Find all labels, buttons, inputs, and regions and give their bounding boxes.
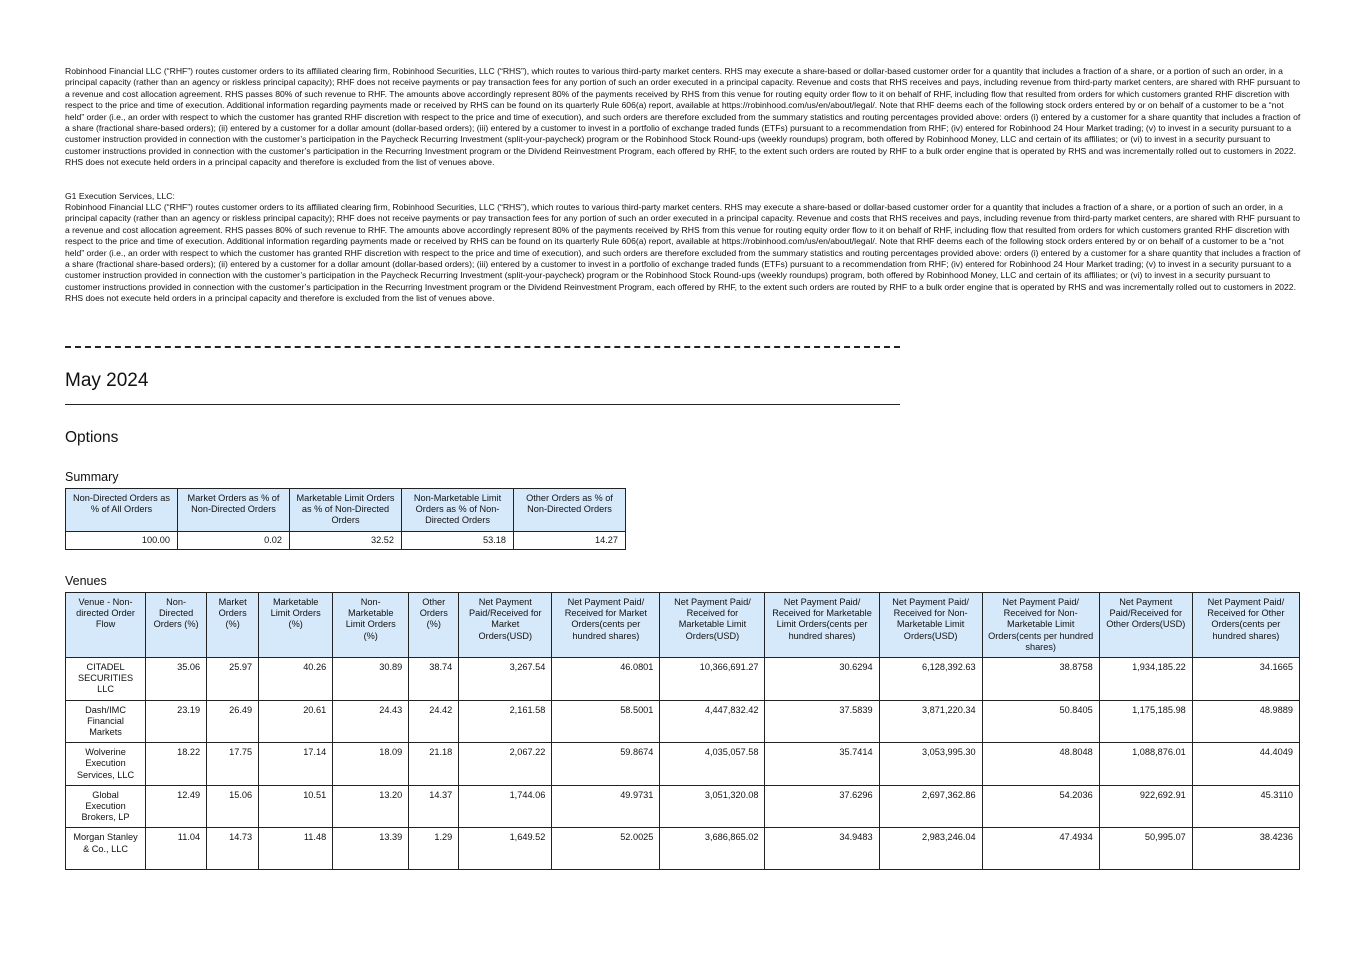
table-cell: 53.18 xyxy=(402,531,514,549)
table-cell: 24.42 xyxy=(409,700,459,743)
table-cell: 922,692.91 xyxy=(1099,785,1192,828)
table-cell: 14.73 xyxy=(207,828,259,870)
table-cell: 50.8405 xyxy=(982,700,1099,743)
column-header: Other Orders as % of Non-Directed Orders xyxy=(514,489,626,532)
table-cell: 10,366,691.27 xyxy=(660,658,765,701)
table-cell: 40.26 xyxy=(259,658,333,701)
table-cell: 35.06 xyxy=(146,658,207,701)
table-cell: 6,128,392.63 xyxy=(879,658,982,701)
table-cell: 37.6296 xyxy=(765,785,879,828)
table-cell: 3,051,320.08 xyxy=(660,785,765,828)
section-title: Options xyxy=(65,429,119,446)
venue-name-cell: CITADEL SECURITIES LLC xyxy=(66,658,146,701)
page-title: May 2024 xyxy=(65,370,149,391)
table-cell: 24.43 xyxy=(333,700,409,743)
table-cell: 32.52 xyxy=(290,531,402,549)
column-header: Marketable Limit Orders (%) xyxy=(259,593,333,658)
column-header: Venue - Non-directed Order Flow xyxy=(66,593,146,658)
table-cell: 100.00 xyxy=(66,531,178,549)
table-header-row xyxy=(66,593,1300,658)
table-cell: 1,934,185.22 xyxy=(1099,658,1192,701)
table-cell: 26.49 xyxy=(207,700,259,743)
table-cell: 58.5001 xyxy=(552,700,660,743)
dashed-divider xyxy=(65,346,900,348)
table-cell: 54.2036 xyxy=(982,785,1099,828)
table-cell: 4,035,057.58 xyxy=(660,743,765,786)
table-cell: 34.1665 xyxy=(1192,658,1299,701)
table-cell: 4,447,832.42 xyxy=(660,700,765,743)
table-cell: 38.74 xyxy=(409,658,459,701)
venue-name-cell: Global Execution Brokers, LP xyxy=(66,785,146,828)
table-cell: 20.61 xyxy=(259,700,333,743)
table-row xyxy=(66,658,1300,701)
table-cell: 3,686,865.02 xyxy=(660,828,765,870)
table-row xyxy=(66,828,1300,870)
column-header: Other Orders (%) xyxy=(409,593,459,658)
summary-table xyxy=(65,488,626,550)
disclosure-paragraph: Robinhood Financial LLC (“RHF”) routes customer orders to its affiliated clearing firm, Robinhood Securities, LLC (“RHS”), which routes to various third-party market centers. RHS may execute a share-based or dollar-based customer order for a quantity that includes a fraction of a share, or a portion of such an order, in a principal capacity (rather than an agency or riskless principal capacity); RHF does not receive payments or pay transaction fees for any portion of such an order executed in a principal capacity. Revenue and costs that RHS receives and pays, including revenue from third-party market centers, are shared with RHF pursuant to a revenue and cost allocation agreement. RHS passes 80% of such revenue to RHF. The amounts above accordingly represent 80% of the payments received by RHS from this venue for routing equity order flow to it on behalf of RHF, including flow that resulted from orders for which customers granted RHF discretion with respect to the price and time of execution. Additional information regarding payments made or received by RHS can be found on its quarterly Rule 606(a) report, available at https://robinhood.com/us/en/about/legal/. Note that RHF deems each of the following stock orders entered by or on behalf of a customer to be a “not held” order (i.e., an order with respect to which the customer has granted RHF discretion with respect to the price and time of execution), and such orders are therefore excluded from the summary statistics and routing percentages provided above: orders (i) entered by a customer for a share quantity that includes a fraction of a share (fractional share-based orders); (ii) entered by a customer for a dollar amount (dollar-based orders); (iii) entered by a customer to invest in a portfolio of exchange traded funds (ETFs) pursuant to a recommendation from RHF; (iv) entered for Robinhood 24 Hour Market trading; (v) to invest in a security pursuant to a customer instruction provided in connection with the customer’s participation in the Paycheck Recurring Investment (split-your-paycheck) program or the Robinhood Stock Round-ups (weekly roundups) program, both offered by Robinhood Money, LLC and certain of its affiliates; or (vi) to invest in a security pursuant to customer instructions provided in connection with the customer’s participation in the Recurring Investment program or the Dividend Reinvestment Program, each offered by RHF, to the extent such orders are routed by RHF to a bulk order engine that is operated by RHS and was incrementally rolled out to customers in 2022. RHS does not execute held orders in a principal capacity and therefore is excluded from the list of venues above. xyxy=(65,202,1301,304)
table-cell: 1,744.06 xyxy=(459,785,552,828)
table-cell: 0.02 xyxy=(178,531,290,549)
table-cell: 14.37 xyxy=(409,785,459,828)
table-cell: 2,983,246.04 xyxy=(879,828,982,870)
table-cell: 25.97 xyxy=(207,658,259,701)
table-cell: 30.89 xyxy=(333,658,409,701)
table-cell: 1.29 xyxy=(409,828,459,870)
table-cell: 18.22 xyxy=(146,743,207,786)
table-cell: 17.14 xyxy=(259,743,333,786)
column-header: Net Payment Paid/ Received for Market Orders(cents per hundred shares) xyxy=(552,593,660,658)
venue-heading: G1 Execution Services, LLC: xyxy=(65,191,175,201)
table-cell: 18.09 xyxy=(333,743,409,786)
column-header: Non-Directed Orders (%) xyxy=(146,593,207,658)
table-cell: 13.39 xyxy=(333,828,409,870)
column-header: Net Payment Paid/Received for Market Orders(USD) xyxy=(459,593,552,658)
table-row xyxy=(66,700,1300,743)
table-cell: 50,995.07 xyxy=(1099,828,1192,870)
table-cell: 14.27 xyxy=(514,531,626,549)
table-cell: 52.0025 xyxy=(552,828,660,870)
table-row xyxy=(66,785,1300,828)
table-cell: 1,088,876.01 xyxy=(1099,743,1192,786)
column-header: Net Payment Paid/ Received for Non-Marketable Limit Orders(cents per hundred shares) xyxy=(982,593,1099,658)
table-cell: 13.20 xyxy=(333,785,409,828)
column-header: Non-Directed Orders as % of All Orders xyxy=(66,489,178,532)
table-cell: 23.19 xyxy=(146,700,207,743)
table-cell: 48.9889 xyxy=(1192,700,1299,743)
table-cell: 2,697,362.86 xyxy=(879,785,982,828)
venues-table xyxy=(65,592,1300,870)
column-header: Net Payment Paid/ Received for Marketable Limit Orders(cents per hundred shares) xyxy=(765,593,879,658)
column-header: Net Payment Paid/ Received for Marketable Limit Orders(USD) xyxy=(660,593,765,658)
table-cell: 45.3110 xyxy=(1192,785,1299,828)
solid-divider xyxy=(65,404,900,405)
table-cell: 48.8048 xyxy=(982,743,1099,786)
venue-name-cell: Dash/IMC Financial Markets xyxy=(66,700,146,743)
table-cell: 38.8758 xyxy=(982,658,1099,701)
column-header: Market Orders (%) xyxy=(207,593,259,658)
table-cell: 15.06 xyxy=(207,785,259,828)
table-cell: 34.9483 xyxy=(765,828,879,870)
table-cell: 46.0801 xyxy=(552,658,660,701)
table-cell: 30.6294 xyxy=(765,658,879,701)
table-cell: 3,871,220.34 xyxy=(879,700,982,743)
table-cell: 3,053,995.30 xyxy=(879,743,982,786)
table-cell: 11.48 xyxy=(259,828,333,870)
table-cell: 12.49 xyxy=(146,785,207,828)
column-header: Marketable Limit Orders as % of Non-Directed Orders xyxy=(290,489,402,532)
table-cell: 10.51 xyxy=(259,785,333,828)
table-cell: 2,161.58 xyxy=(459,700,552,743)
column-header: Net Payment Paid/ Received for Non-Marketable Limit Orders(USD) xyxy=(879,593,982,658)
table-cell: 1,649.52 xyxy=(459,828,552,870)
table-cell: 44.4049 xyxy=(1192,743,1299,786)
column-header: Net Payment Paid/Received for Other Orders(USD) xyxy=(1099,593,1192,658)
table-row xyxy=(66,531,626,549)
table-cell: 17.75 xyxy=(207,743,259,786)
table-cell: 1,175,185.98 xyxy=(1099,700,1192,743)
disclosure-paragraph: Robinhood Financial LLC (“RHF”) routes customer orders to its affiliated clearing firm, Robinhood Securities, LLC (“RHS”), which routes to various third-party market centers. RHS may execute a share-based or dollar-based customer order for a quantity that includes a fraction of a share, or a portion of such an order, in a principal capacity (rather than an agency or riskless principal capacity); RHF does not receive payments or pay transaction fees for any portion of such an order executed in a principal capacity. Revenue and costs that RHS receives and pays, including revenue from third-party market centers, are shared with RHF pursuant to a revenue and cost allocation agreement. RHS passes 80% of such revenue to RHF. The amounts above accordingly represent 80% of the payments received by RHS from this venue for routing equity order flow to it on behalf of RHF, including flow that resulted from orders for which customers granted RHF discretion with respect to the price and time of execution. Additional information regarding payments made or received by RHS can be found on its quarterly Rule 606(a) report, available at https://robinhood.com/us/en/about/legal/. Note that RHF deems each of the following stock orders entered by or on behalf of a customer to be a “not held” order (i.e., an order with respect to which the customer has granted RHF discretion with respect to the price and time of execution), and such orders are therefore excluded from the summary statistics and routing percentages provided above: orders (i) entered by a customer for a share quantity that includes a fraction of a share (fractional share-based orders); (ii) entered by a customer for a dollar amount (dollar-based orders); (iii) entered by a customer to invest in a portfolio of exchange traded funds (ETFs) pursuant to a recommendation from RHF; (iv) entered for Robinhood 24 Hour Market trading; (v) to invest in a security pursuant to a customer instruction provided in connection with the customer’s participation in the Paycheck Recurring Investment (split-your-paycheck) program or the Robinhood Stock Round-ups (weekly roundups) program, both offered by Robinhood Money, LLC and certain of its affiliates; or (vi) to invest in a security pursuant to customer instructions provided in connection with the customer’s participation in the Recurring Investment program or the Dividend Reinvestment Program, each offered by RHF, to the extent such orders are routed by RHF to a bulk order engine that is operated by RHS and was incrementally rolled out to customers in 2022. RHS does not execute held orders in a principal capacity and therefore is excluded from the list of venues above. xyxy=(65,66,1301,168)
venues-title: Venues xyxy=(65,574,107,588)
table-cell: 59.8674 xyxy=(552,743,660,786)
table-row xyxy=(66,743,1300,786)
table-cell: 47.4934 xyxy=(982,828,1099,870)
table-cell: 3,267.54 xyxy=(459,658,552,701)
column-header: Net Payment Paid/ Received for Other Orders(cents per hundred shares) xyxy=(1192,593,1299,658)
table-cell: 37.5839 xyxy=(765,700,879,743)
column-header: Non-Marketable Limit Orders (%) xyxy=(333,593,409,658)
column-header: Non-Marketable Limit Orders as % of Non-Directed Orders xyxy=(402,489,514,532)
venue-name-cell: Wolverine Execution Services, LLC xyxy=(66,743,146,786)
summary-title: Summary xyxy=(65,470,119,484)
table-cell: 49.9731 xyxy=(552,785,660,828)
table-cell: 2,067.22 xyxy=(459,743,552,786)
table-cell: 11.04 xyxy=(146,828,207,870)
table-cell: 35.7414 xyxy=(765,743,879,786)
column-header: Market Orders as % of Non-Directed Orders xyxy=(178,489,290,532)
table-cell: 21.18 xyxy=(409,743,459,786)
table-cell: 38.4236 xyxy=(1192,828,1299,870)
venue-name-cell: Morgan Stanley & Co., LLC xyxy=(66,828,146,870)
table-header-row xyxy=(66,489,626,532)
